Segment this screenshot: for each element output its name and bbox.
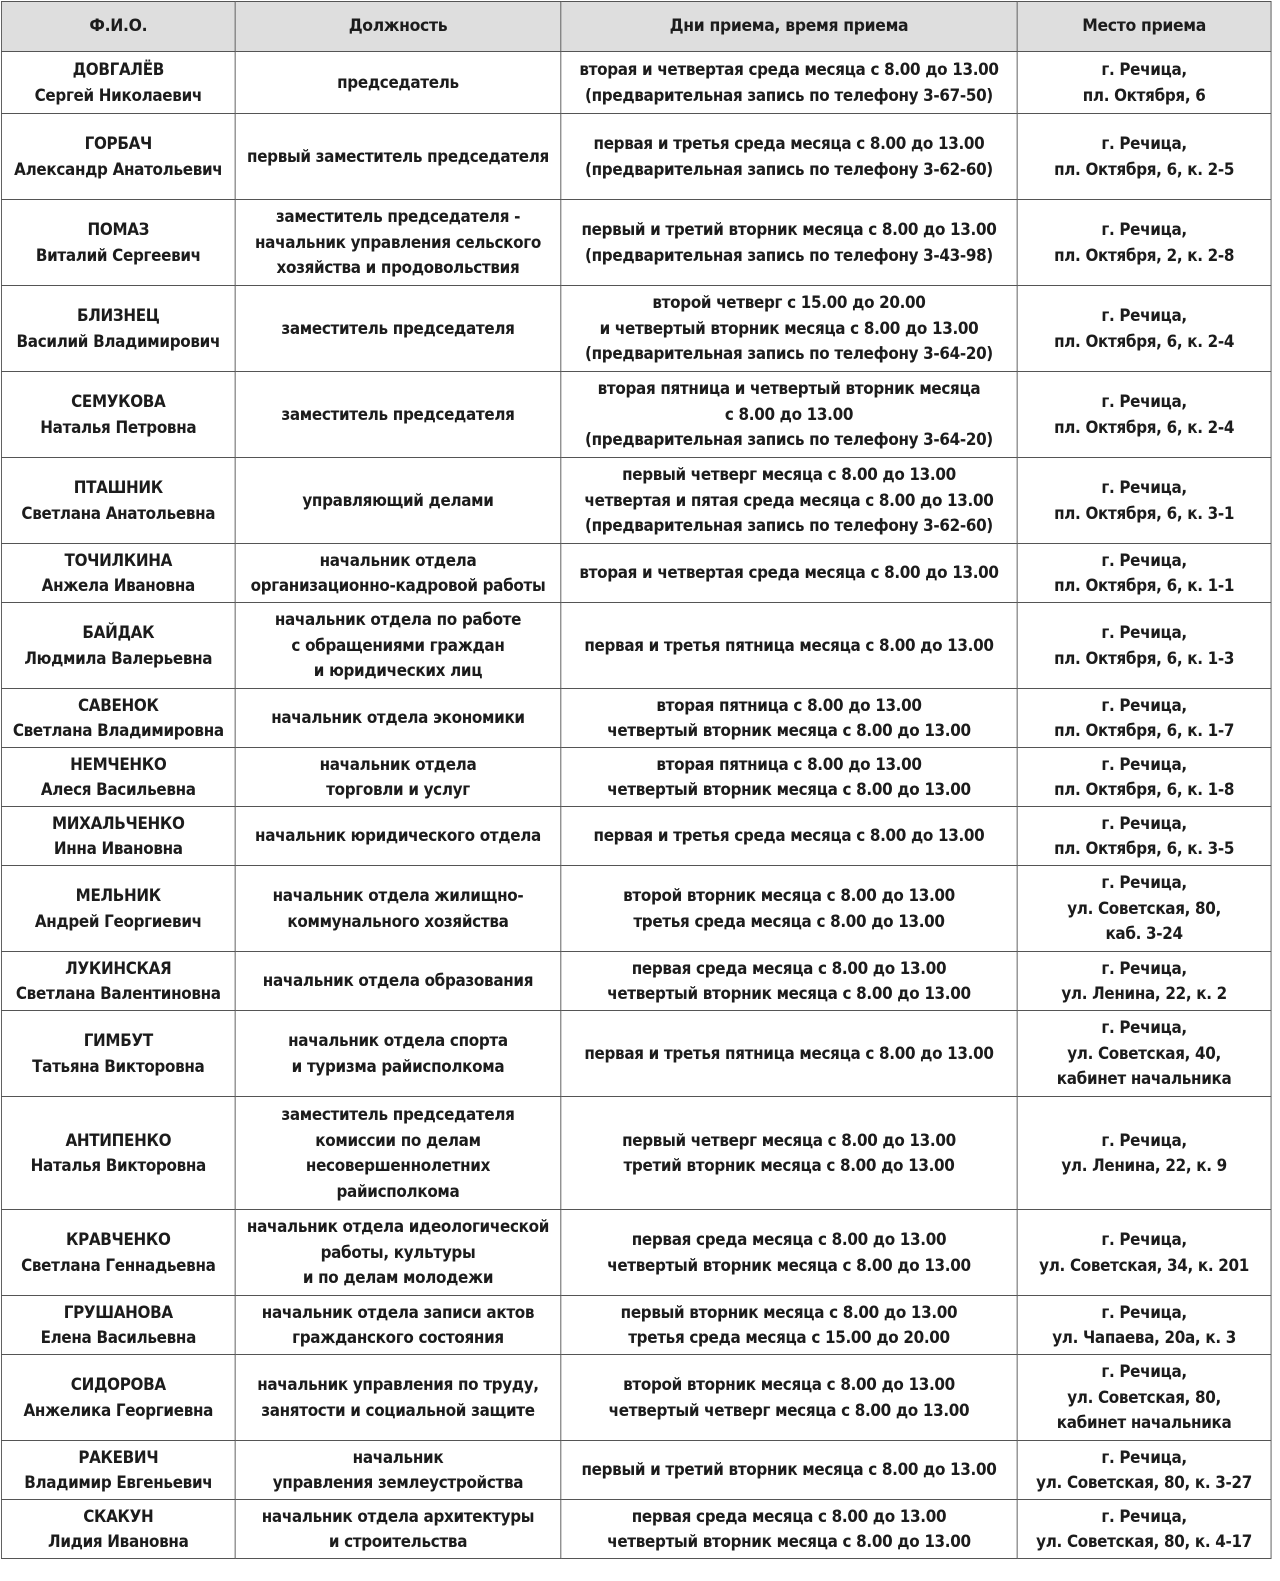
cell-place <box>1017 544 1271 603</box>
place-line: г. Речица, <box>1101 1362 1187 1382</box>
surname: ДОВГАЛЁВ <box>72 60 164 79</box>
cell-place <box>1017 114 1271 200</box>
days-line: первый и третий вторник месяца с 8.00 до 13.00 <box>581 220 997 239</box>
cell-name <box>1 603 235 689</box>
place-line: ул. Ленина, 22, к. 9 <box>1061 1156 1227 1175</box>
cell-name <box>1 200 235 286</box>
place-line: ул. Чапаева, 20а, к. 3 <box>1052 1328 1236 1347</box>
days-line: первая и третья среда месяца с 8.00 до 13.00 <box>593 826 985 846</box>
surname: ПТАШНИК <box>73 478 163 497</box>
table-row <box>1 286 1271 372</box>
place-line: пл. Октября, 6, к. 1-7 <box>1054 721 1235 740</box>
days-line: первая среда месяца с 8.00 до 13.00 <box>631 1506 947 1526</box>
days-line: (предварительная запись по телефону 3-62-60) <box>585 159 993 179</box>
place-line: г. Речица, <box>1101 1447 1187 1467</box>
place-line: ул. Советская, 80, <box>1067 1387 1221 1407</box>
cell-days <box>561 689 1017 748</box>
table-row <box>1 1441 1271 1500</box>
days-line: (предварительная запись по телефону 3-43-98) <box>585 245 993 265</box>
position-line: начальник отдела записи актов <box>261 1302 535 1322</box>
cell-place <box>1017 1296 1271 1355</box>
place-line: каб. 3-24 <box>1105 924 1183 944</box>
position-line: и строительства <box>328 1532 468 1551</box>
cell-name <box>1 1355 235 1441</box>
cell-position <box>235 866 561 952</box>
cell-place <box>1017 1097 1271 1210</box>
cell-days <box>561 866 1017 952</box>
days-line: первая среда месяца с 8.00 до 13.00 <box>631 958 947 978</box>
position-line: несовершеннолетних <box>305 1156 491 1175</box>
cell-name <box>1 544 235 603</box>
given-names: Светлана Анатольевна <box>21 503 216 523</box>
place-line: г. Речица, <box>1101 60 1187 79</box>
days-line: второй вторник месяца с 8.00 до 13.00 <box>623 886 955 905</box>
place-line: ул. Советская, 80, <box>1067 898 1221 918</box>
cell-days <box>561 1296 1017 1355</box>
surname: САВЕНОК <box>77 695 159 715</box>
position-line: занятости и социальной защите <box>261 1400 535 1420</box>
days-line: (предварительная запись по телефону 3-64-20) <box>585 430 993 450</box>
surname: СЕМУКОВА <box>71 392 166 411</box>
cell-place <box>1017 603 1271 689</box>
place-line: пл. Октября, 6, к. 3-1 <box>1054 503 1235 523</box>
surname: БАЙДАК <box>82 623 155 642</box>
cell-place <box>1017 952 1271 1011</box>
table-row <box>1 200 1271 286</box>
cell-position <box>235 52 561 114</box>
table-row <box>1 1210 1271 1296</box>
table-row <box>1 52 1271 114</box>
cell-position <box>235 544 561 603</box>
position-line: управляющий делами <box>302 490 494 510</box>
cell-name <box>1 114 235 200</box>
cell-place <box>1017 807 1271 866</box>
cell-position <box>235 1296 561 1355</box>
table-row <box>1 1097 1271 1210</box>
given-names: Елена Васильевна <box>40 1328 197 1347</box>
days-line: вторая пятница и четвертый вторник месяца <box>597 379 981 399</box>
position-line: начальник управления сельского <box>255 232 541 252</box>
position-line: начальник отдела <box>319 754 477 774</box>
header-row <box>1 2 1271 52</box>
cell-name <box>1 1500 235 1559</box>
cell-name <box>1 866 235 952</box>
position-line: начальник отдела архитектуры <box>261 1506 535 1526</box>
surname: ГРУШАНОВА <box>63 1302 173 1322</box>
cell-name <box>1 1296 235 1355</box>
cell-days <box>561 952 1017 1011</box>
cell-place <box>1017 1011 1271 1097</box>
table-row <box>1 1355 1271 1441</box>
position-line: организационно-кадровой работы <box>250 576 546 595</box>
days-line: вторая пятница с 8.00 до 13.00 <box>656 754 922 774</box>
cell-place <box>1017 1355 1271 1441</box>
place-line: г. Речица, <box>1101 873 1187 893</box>
position-line: работы, культуры <box>320 1242 476 1262</box>
position-line: комиссии по делам <box>315 1130 481 1150</box>
cell-place <box>1017 52 1271 114</box>
place-line: г. Речица, <box>1101 1018 1187 1038</box>
cell-name <box>1 458 235 544</box>
position-line: заместитель председателя <box>281 1105 515 1124</box>
table-row <box>1 866 1271 952</box>
cell-days <box>561 286 1017 372</box>
cell-name <box>1 372 235 458</box>
given-names: Анжела Ивановна <box>41 576 195 595</box>
position-line: и по делам молодежи <box>302 1268 494 1288</box>
cell-position <box>235 603 561 689</box>
cell-position <box>235 200 561 286</box>
days-line: вторая и четвертая среда месяца с 8.00 до 13.00 <box>579 60 999 79</box>
cell-place <box>1017 1210 1271 1296</box>
place-line: пл. Октября, 6, к. 1-3 <box>1054 648 1235 668</box>
place-line: г. Речица, <box>1101 220 1187 239</box>
position-line: начальник отдела жилищно- <box>272 886 524 905</box>
position-line: торговли и услуг <box>326 780 470 799</box>
surname: ТОЧИЛКИНА <box>64 550 173 570</box>
position-line: начальник отдела по работе <box>274 610 522 630</box>
days-line: четвертый вторник месяца с 8.00 до 13.00 <box>607 1255 971 1275</box>
surname: ГОРБАЧ <box>84 134 152 153</box>
place-line: ул. Советская, 80, к. 3-27 <box>1036 1473 1253 1492</box>
cell-days <box>561 458 1017 544</box>
place-line: г. Речица, <box>1101 623 1187 642</box>
cell-name <box>1 1441 235 1500</box>
schedule-body <box>1 52 1271 1559</box>
days-line: четвертая и пятая среда месяца с 8.00 до 13.00 <box>584 490 994 510</box>
cell-days <box>561 603 1017 689</box>
place-line: г. Речица, <box>1101 478 1187 497</box>
cell-name <box>1 286 235 372</box>
cell-position <box>235 458 561 544</box>
place-line: пл. Октября, 2, к. 2-8 <box>1054 245 1235 265</box>
reception-schedule-table <box>1 1 1272 1559</box>
header-name: Ф.И.О. <box>1 2 235 52</box>
days-line: третий вторник месяца с 8.00 до 13.00 <box>623 1156 955 1175</box>
cell-days <box>561 1500 1017 1559</box>
days-line: с 8.00 до 13.00 <box>724 404 854 424</box>
place-line: г. Речица, <box>1101 550 1187 570</box>
cell-name <box>1 748 235 807</box>
table-row <box>1 1011 1271 1097</box>
place-line: пл. Октября, 6, к. 2-5 <box>1054 159 1235 179</box>
surname: СИДОРОВА <box>70 1375 166 1394</box>
position-line: начальник отдела спорта <box>288 1031 508 1050</box>
cell-days <box>561 1210 1017 1296</box>
place-line: ул. Ленина, 22, к. 2 <box>1061 984 1227 1003</box>
given-names: Татьяна Викторовна <box>32 1056 205 1076</box>
given-names: Владимир Евгеньевич <box>24 1473 213 1492</box>
position-line: начальник управления по труду, <box>257 1375 539 1394</box>
cell-days <box>561 1011 1017 1097</box>
cell-position <box>235 114 561 200</box>
table-row <box>1 807 1271 866</box>
cell-days <box>561 372 1017 458</box>
surname: БЛИЗНЕЦ <box>77 306 160 325</box>
position-line: гражданского состояния <box>292 1328 504 1347</box>
place-line: пл. Октября, 6 <box>1082 85 1206 105</box>
given-names: Василий Владимирович <box>16 331 221 351</box>
surname: РАКЕВИЧ <box>78 1447 159 1467</box>
position-line: начальник <box>352 1447 444 1467</box>
position-line: заместитель председателя - <box>275 207 521 227</box>
given-names: Анжелика Георгиевна <box>23 1400 214 1420</box>
table-row <box>1 603 1271 689</box>
surname: ЛУКИНСКАЯ <box>65 958 172 978</box>
surname: МИХАЛЬЧЕНКО <box>52 813 185 833</box>
position-line: хозяйства и продовольствия <box>276 258 520 278</box>
table-row <box>1 952 1271 1011</box>
days-line: первый и третий вторник месяца с 8.00 до 13.00 <box>581 1460 997 1480</box>
header-days: Дни приема, время приема <box>561 2 1017 52</box>
table-row <box>1 544 1271 603</box>
days-line: четвертый вторник месяца с 8.00 до 13.00 <box>607 1532 971 1551</box>
days-line: (предварительная запись по телефону 3-62-60) <box>585 516 993 536</box>
days-line: четвертый вторник месяца с 8.00 до 13.00 <box>607 721 971 740</box>
position-line: заместитель председателя <box>281 318 515 338</box>
days-line: второй вторник месяца с 8.00 до 13.00 <box>623 1375 955 1394</box>
surname: ПОМАЗ <box>87 220 150 239</box>
position-line: начальник отдела идеологической <box>246 1217 550 1237</box>
place-line: г. Речица, <box>1101 392 1187 411</box>
given-names: Светлана Валентиновна <box>15 984 221 1003</box>
position-line: райисполкома <box>336 1181 460 1201</box>
given-names: Александр Анатольевич <box>14 159 223 179</box>
days-line: первая и третья пятница месяца с 8.00 до 13.00 <box>584 635 994 655</box>
cell-place <box>1017 372 1271 458</box>
place-line: ул. Советская, 34, к. 201 <box>1039 1255 1250 1275</box>
cell-name <box>1 952 235 1011</box>
days-line: вторая и четвертая среда месяца с 8.00 до 13.00 <box>579 563 999 583</box>
cell-place <box>1017 689 1271 748</box>
days-line: вторая пятница с 8.00 до 13.00 <box>656 695 922 715</box>
header-position: Должность <box>235 2 561 52</box>
table-row <box>1 1296 1271 1355</box>
days-line: второй четверг с 15.00 до 20.00 <box>652 293 926 313</box>
given-names: Лидия Ивановна <box>48 1532 189 1551</box>
cell-place <box>1017 458 1271 544</box>
position-line: заместитель председателя <box>281 404 515 424</box>
position-line: начальник отдела <box>319 550 477 570</box>
cell-name <box>1 689 235 748</box>
cell-position <box>235 1210 561 1296</box>
position-line: начальник юридического отдела <box>255 826 541 846</box>
surname: СКАКУН <box>83 1506 154 1526</box>
cell-position <box>235 1011 561 1097</box>
cell-place <box>1017 200 1271 286</box>
cell-days <box>561 1441 1017 1500</box>
table-row <box>1 1500 1271 1559</box>
days-line: первый четверг месяца с 8.00 до 13.00 <box>622 1130 956 1150</box>
place-line: г. Речица, <box>1101 695 1187 715</box>
days-line: первый четверг месяца с 8.00 до 13.00 <box>622 465 956 485</box>
given-names: Светлана Геннадьевна <box>21 1255 216 1275</box>
cell-place <box>1017 748 1271 807</box>
position-line: начальник отдела экономики <box>271 708 525 728</box>
days-line: первый вторник месяца с 8.00 до 13.00 <box>620 1302 958 1322</box>
cell-position <box>235 286 561 372</box>
days-line: и четвертый вторник месяца с 8.00 до 13.00 <box>599 318 979 338</box>
place-line: пл. Октября, 6, к. 2-4 <box>1054 331 1235 351</box>
place-line: пл. Октября, 6, к. 1-8 <box>1054 780 1235 799</box>
place-line: кабинет начальника <box>1056 1413 1232 1433</box>
cell-days <box>561 807 1017 866</box>
cell-position <box>235 1097 561 1210</box>
days-line: первая среда месяца с 8.00 до 13.00 <box>631 1230 947 1249</box>
place-line: кабинет начальника <box>1056 1069 1232 1089</box>
cell-position <box>235 748 561 807</box>
position-line: начальник отдела образования <box>262 971 534 991</box>
position-line: коммунального хозяйства <box>287 911 509 931</box>
cell-name <box>1 52 235 114</box>
place-line: г. Речица, <box>1101 1506 1187 1526</box>
surname: МЕЛЬНИК <box>75 886 161 905</box>
days-line: первая и третья среда месяца с 8.00 до 13.00 <box>593 134 985 153</box>
cell-place <box>1017 1500 1271 1559</box>
cell-position <box>235 372 561 458</box>
days-line: четвертый четверг месяца с 8.00 до 13.00 <box>608 1400 970 1420</box>
place-line: пл. Октября, 6, к. 1-1 <box>1054 576 1235 595</box>
given-names: Наталья Петровна <box>40 417 197 437</box>
place-line: г. Речица, <box>1101 958 1187 978</box>
position-line: с обращениями граждан <box>291 635 505 655</box>
table-row <box>1 748 1271 807</box>
days-line: первая и третья пятница месяца с 8.00 до 13.00 <box>584 1043 994 1063</box>
cell-position <box>235 1441 561 1500</box>
cell-days <box>561 200 1017 286</box>
place-line: ул. Советская, 40, <box>1067 1043 1221 1063</box>
position-line: управления землеустройства <box>272 1473 524 1492</box>
cell-position <box>235 1500 561 1559</box>
cell-days <box>561 1097 1017 1210</box>
cell-days <box>561 114 1017 200</box>
place-line: г. Речица, <box>1101 1230 1187 1249</box>
given-names: Светлана Владимировна <box>12 721 224 740</box>
place-line: г. Речица, <box>1101 134 1187 153</box>
surname: ГИМБУТ <box>83 1031 153 1050</box>
surname: КРАВЧЕНКО <box>65 1230 171 1249</box>
cell-position <box>235 689 561 748</box>
given-names: Инна Ивановна <box>53 839 183 858</box>
place-line: пл. Октября, 6, к. 3-5 <box>1054 839 1235 858</box>
cell-place <box>1017 1441 1271 1500</box>
table-row <box>1 689 1271 748</box>
position-line: первый заместитель председателя <box>247 146 549 166</box>
place-line: г. Речица, <box>1101 813 1187 833</box>
given-names: Андрей Георгиевич <box>34 911 202 931</box>
cell-name <box>1 1210 235 1296</box>
cell-days <box>561 748 1017 807</box>
cell-name <box>1 1097 235 1210</box>
days-line: (предварительная запись по телефону 3-67-50) <box>585 85 993 105</box>
given-names: Алеся Васильевна <box>40 780 196 799</box>
cell-name <box>1 1011 235 1097</box>
days-line: третья среда месяца с 8.00 до 13.00 <box>633 911 945 931</box>
table-row <box>1 114 1271 200</box>
place-line: г. Речица, <box>1101 1302 1187 1322</box>
given-names: Людмила Валерьевна <box>24 648 213 668</box>
place-line: пл. Октября, 6, к. 2-4 <box>1054 417 1235 437</box>
header-place: Место приема <box>1017 2 1271 52</box>
place-line: г. Речица, <box>1101 1130 1187 1150</box>
cell-position <box>235 807 561 866</box>
table-row <box>1 458 1271 544</box>
position-line: председатель <box>337 72 459 92</box>
position-line: и туризма райисполкома <box>291 1056 505 1076</box>
days-line: четвертый вторник месяца с 8.00 до 13.00 <box>607 780 971 799</box>
place-line: г. Речица, <box>1101 306 1187 325</box>
given-names: Виталий Сергеевич <box>35 245 201 265</box>
table-row <box>1 372 1271 458</box>
days-line: четвертый вторник месяца с 8.00 до 13.00 <box>607 984 971 1003</box>
cell-place <box>1017 866 1271 952</box>
cell-position <box>235 1355 561 1441</box>
surname: АНТИПЕНКО <box>65 1130 172 1150</box>
cell-days <box>561 544 1017 603</box>
given-names: Сергей Николаевич <box>34 85 202 105</box>
position-line: и юридических лиц <box>313 661 483 681</box>
surname: НЕМЧЕНКО <box>70 754 167 774</box>
given-names: Наталья Викторовна <box>30 1156 206 1175</box>
days-line: (предварительная запись по телефону 3-64-20) <box>585 344 993 364</box>
cell-place <box>1017 286 1271 372</box>
place-line: ул. Советская, 80, к. 4-17 <box>1036 1532 1253 1551</box>
cell-days <box>561 1355 1017 1441</box>
cell-days <box>561 52 1017 114</box>
cell-position <box>235 952 561 1011</box>
place-line: г. Речица, <box>1101 754 1187 774</box>
days-line: третья среда месяца с 15.00 до 20.00 <box>628 1328 950 1347</box>
cell-name <box>1 807 235 866</box>
